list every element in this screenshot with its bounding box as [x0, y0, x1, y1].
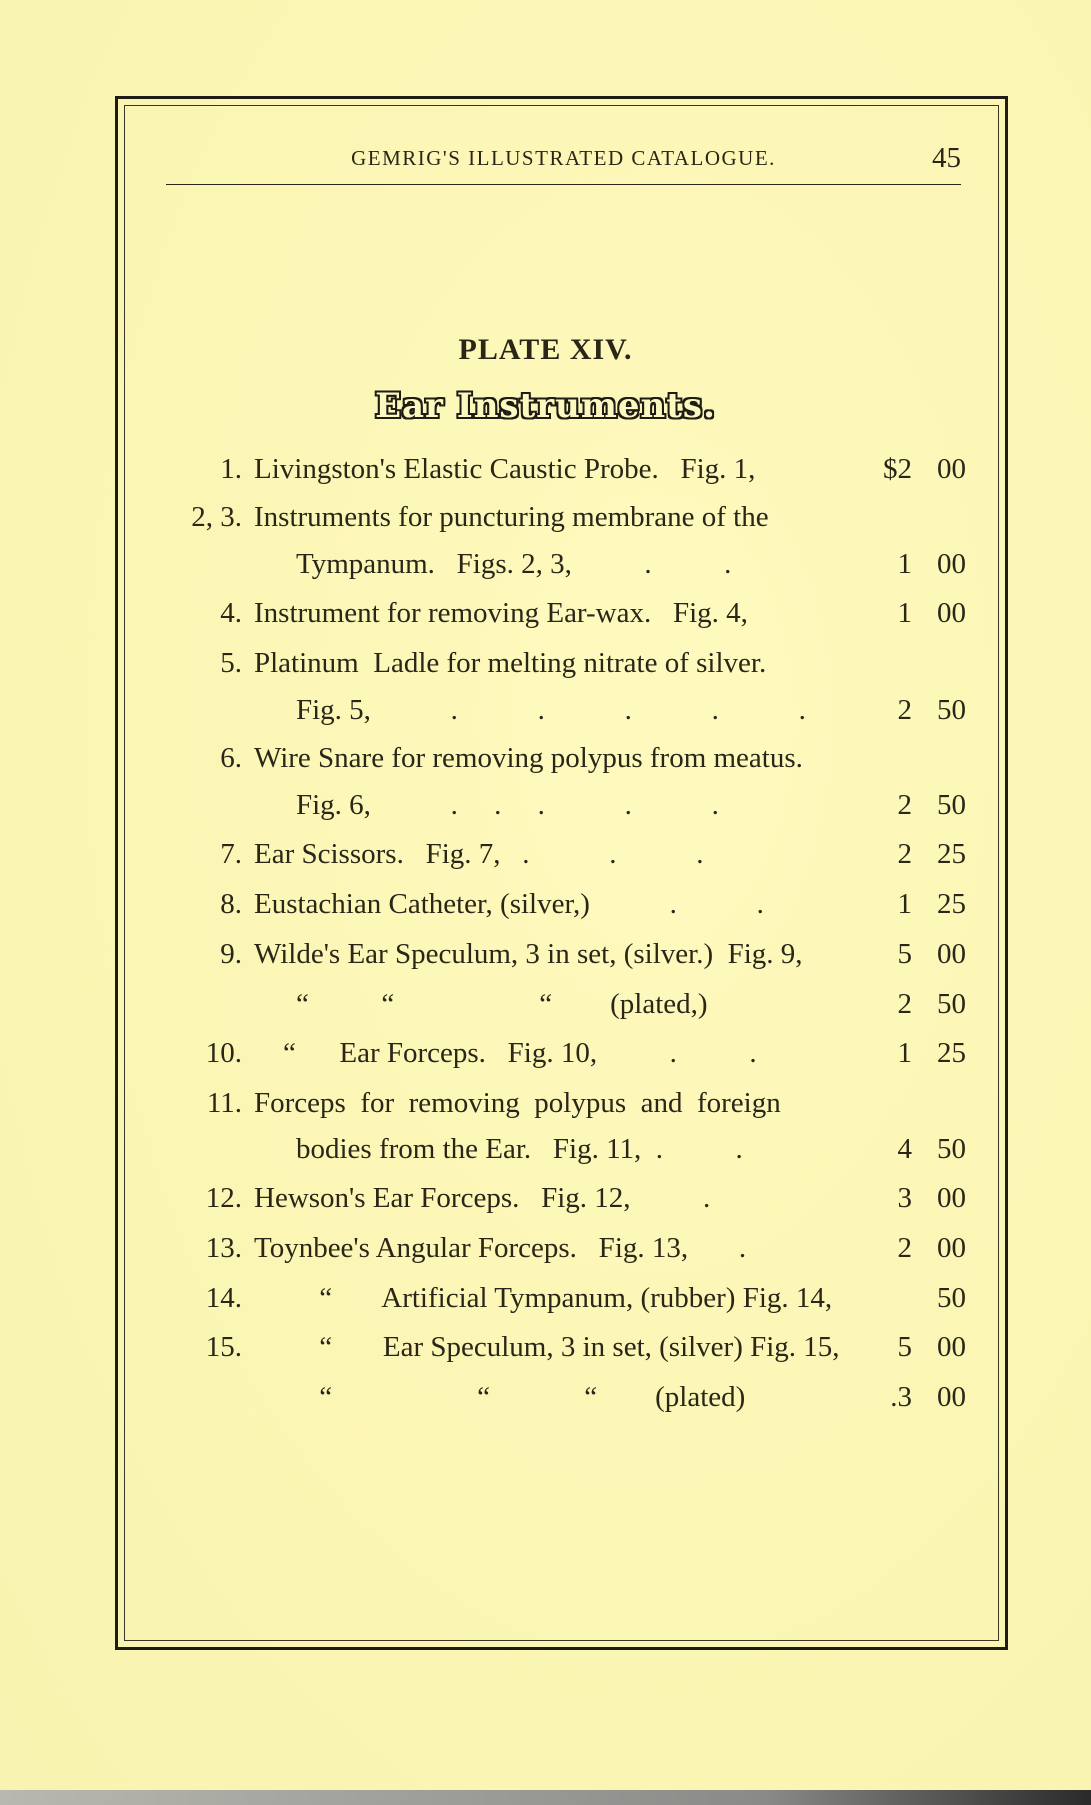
price-cents: 50: [937, 789, 966, 821]
plate-title: PLATE XIV.: [458, 333, 633, 366]
price-cents: 00: [937, 548, 966, 580]
item-number: 1.: [220, 453, 242, 485]
price-dollars: 1: [897, 888, 912, 920]
catalogue-line: [0, 934, 1091, 974]
price-dollars: 2: [897, 838, 912, 870]
item-description: Instrument for removing Ear-wax. Fig. 4,: [254, 597, 748, 629]
price-dollars: 2: [897, 988, 912, 1020]
item-description: “ Ear Forceps. Fig. 10, . .: [254, 1037, 757, 1069]
price-cents: 00: [937, 597, 966, 629]
item-description: Fig. 5, . . . . .: [296, 694, 806, 726]
catalogue-line: [0, 738, 1091, 778]
price-dollars: 1: [897, 597, 912, 629]
price-dollars: 2: [897, 789, 912, 821]
catalogue-line: [0, 1178, 1091, 1218]
price-dollars: 2: [897, 1232, 912, 1264]
price-cents: 50: [937, 1133, 966, 1165]
item-number: 13.: [205, 1232, 242, 1264]
item-description: Tympanum. Figs. 2, 3, . .: [296, 548, 732, 580]
item-description: Wilde's Ear Speculum, 3 in set, (silver.) Fig. 9,: [254, 938, 803, 970]
item-description: Livingston's Elastic Caustic Probe. Fig. 1,: [254, 453, 756, 485]
catalogue-line: [0, 497, 1091, 537]
catalogue-line: [0, 544, 1091, 584]
catalogue-line: [0, 1327, 1091, 1367]
price-cents: 00: [937, 1331, 966, 1363]
page-header: [166, 142, 961, 182]
price-cents: 50: [937, 1282, 966, 1314]
item-number: 2, 3.: [191, 501, 242, 533]
price-dollars: 5: [897, 1331, 912, 1363]
price-dollars: 1: [897, 1037, 912, 1069]
catalogue-line: [0, 1278, 1091, 1318]
item-description: Wire Snare for removing polypus from meatus.: [254, 742, 803, 774]
item-description: Platinum Ladle for melting nitrate of silver.: [254, 647, 767, 679]
catalogue-line: [0, 1377, 1091, 1417]
running-title: GEMRIG'S ILLUSTRATED CATALOGUE.: [351, 146, 776, 170]
item-number: 11.: [206, 1087, 242, 1119]
item-number: 15.: [205, 1331, 242, 1363]
item-description: “ “ “ (plated): [254, 1381, 746, 1413]
catalogue-line: [0, 690, 1091, 730]
price-cents: 00: [937, 453, 966, 485]
item-number: 9.: [220, 938, 242, 970]
item-number: 12.: [205, 1182, 242, 1214]
catalogue-line: [0, 984, 1091, 1024]
header-rule: [166, 184, 961, 185]
price-cents: 50: [937, 694, 966, 726]
price-dollars: .3: [890, 1381, 912, 1413]
price-dollars: 1: [897, 548, 912, 580]
item-description: Forceps for removing polypus and foreign: [254, 1087, 781, 1119]
page-number: 45: [932, 142, 961, 174]
price-dollars: 5: [897, 938, 912, 970]
catalogue-line: [0, 884, 1091, 924]
catalogue-line: [0, 1033, 1091, 1073]
item-number: 8.: [220, 888, 242, 920]
item-description: “ Ear Speculum, 3 in set, (silver) Fig. 15,: [254, 1331, 840, 1363]
catalogue-line: [0, 593, 1091, 633]
catalogue-line: [0, 785, 1091, 825]
price-cents: 50: [937, 988, 966, 1020]
item-description: Ear Scissors. Fig. 7, . . .: [254, 838, 704, 870]
price-cents: 00: [937, 938, 966, 970]
item-description: Eustachian Catheter, (silver,) . .: [254, 888, 764, 920]
price-cents: 00: [937, 1182, 966, 1214]
item-description: bodies from the Ear. Fig. 11, . .: [296, 1133, 743, 1165]
item-number: 6.: [220, 742, 242, 774]
price-dollars: $2: [883, 453, 912, 485]
catalogue-line: [0, 1083, 1091, 1123]
item-number: 4.: [220, 597, 242, 629]
item-description: “ “ “ (plated,): [296, 988, 708, 1020]
price-dollars: 3: [897, 1182, 912, 1214]
item-description: Instruments for puncturing membrane of the: [254, 501, 769, 533]
catalogue-line: [0, 449, 1091, 489]
catalogue-line: [0, 1228, 1091, 1268]
price-cents: 00: [937, 1381, 966, 1413]
price-cents: 25: [937, 888, 966, 920]
price-cents: 25: [937, 838, 966, 870]
item-number: 14.: [205, 1282, 242, 1314]
catalogue-line: [0, 834, 1091, 874]
item-number: 5.: [220, 647, 242, 679]
price-dollars: 2: [897, 694, 912, 726]
catalogue-line: [0, 1129, 1091, 1169]
price-cents: 00: [937, 1232, 966, 1264]
item-description: Hewson's Ear Forceps. Fig. 12, .: [254, 1182, 711, 1214]
item-description: “ Artificial Tympanum, (rubber) Fig. 14,: [254, 1282, 833, 1314]
section-title: Ear Instruments.: [375, 386, 716, 426]
price-cents: 25: [937, 1037, 966, 1069]
price-dollars: 4: [897, 1133, 912, 1165]
item-description: Toynbee's Angular Forceps. Fig. 13, .: [254, 1232, 747, 1264]
item-number: 7.: [220, 838, 242, 870]
scan-edge: [0, 1790, 1091, 1805]
item-number: 10.: [205, 1037, 242, 1069]
item-description: Fig. 6, . . . . .: [296, 789, 719, 821]
catalogue-line: [0, 643, 1091, 683]
